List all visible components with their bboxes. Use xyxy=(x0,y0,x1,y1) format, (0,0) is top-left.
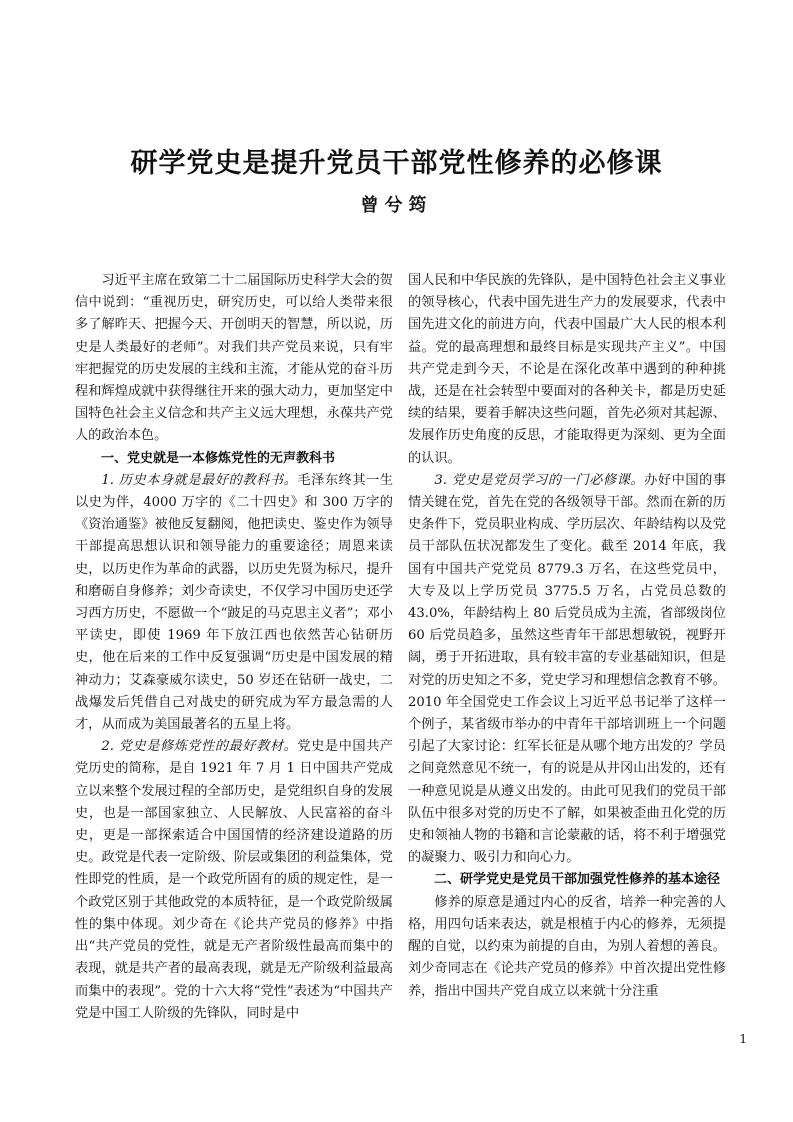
author-name: 曾兮筠 xyxy=(360,195,433,216)
paragraph-body: 毛泽东终其一生以史为伴，4000 万字的《二十四史》和 300 万字的《资治通鉴》被他反复翻阅，他把读史、鉴史作为领导干部提高思想认识和领导能力的重要途径；周恩来读史，以历史作为革命的武器，以历史先贤为标尺，提升和磨砺自身修养；刘少奇读史，不仅学习中国历史还学习西方历史，不愿做一个“跛足的马克思主义者”；邓小平读史，即使 1969 年下放江西也依然苦心钻研历史，他在后来的工作中反复强调“历史是中国发展的精神动力；艾森豪威尔读史，50 岁还在钻研一战史，二战爆发后凭借自己对战史的研究成为军方最急需的人才，从而成为美国最著名的五星上将。 xyxy=(75,472,393,733)
paragraph-party-history-material xyxy=(75,736,393,1025)
paragraph-lead: 2. 党史是修炼党性的最好教材。 xyxy=(101,739,298,755)
paragraph-required-course xyxy=(408,470,726,870)
paragraph-continued: 国人民和中华民族的先锋队，是中国特色社会主义事业的领导核心，代表中国先进生产力的发展要求，代表中国先进文化的前进方向，代表中国最广大人民的根本利益。党的最高理想和最终目标是实现共产主义”。中国共产党走到今天，不论是在深化改革中遇到的种种挑战，还是在社会转型中要面对的各种关卡，都是历史延续的结果，要着手解决这些问题，首先必须对其起源、发展作历史角度的反思，才能取得更为深刻、更为全面的认识。 xyxy=(408,273,726,466)
section-heading-2: 二、研学党史是党员干部加强党性修养的基本途径 xyxy=(434,872,721,888)
paragraph-lead: 3. 党史是党员学习的一门必修课。 xyxy=(434,472,645,488)
page-number: 1 xyxy=(739,1032,747,1046)
paragraph-body: 党史是中国共产党历史的简称，是自 1921 年 7 月 1 日中国共产党成立以来整个发展过程的全部历史，是党组织自身的发展史，也是一部国家独立、人民解放、人民富裕的奋斗史，更是一部探索适合中国国情的经济建设道路的历史。政党是代表一定阶级、阶层或集团的利益集体，党性即党的性质，是一个政党所固有的质的规定性，是一个政党区别于其他政党的本质特征，是一个政党阶级属性的集中体现。刘少奇在《论共产党员的修养》中指出“共产党员的党性，就是无产者阶级性最高而集中的表现，就是共产者的最高表现，就是无产阶级利益最高而集中的表现”。党的十六大将“党性”表述为“中国共产党是中国工人阶级的先锋队，同时是中 xyxy=(75,739,393,1021)
paragraph-body: 办好中国的事情关键在党，首先在党的各级领导干部。然而在新的历史条件下，党员职业构成、学历层次、年龄结构以及党员干部队伍状况都发生了变化。截至 2014 年底，我国有中国共产党党员 8779.3 万名，在这些党员中，大专及以上学历党员 3775.5 万名，占党员总数的 43.0%，年龄结构上 80 后党员成为主流，省部级岗位 60 后党员趋多，虽然这些青年干部思想敏锐，视野开阔，勇于开拓进取，具有较丰富的专业基础知识，但是对党的历史知之不多，党史学习和理想信念教育不够。2010 年全国党史工作会议上习近平总书记举了这样一个例子，某省级市举办的中青年干部培训班上一个问题引起了大家讨论：红军长征是从哪个地方出发的？学员之间竟然意见不统一，有的说是从井冈山出发的，还有一种意见说是从遵义出发的。由此可见我们的党员干部队伍中很多对党的历史不了解，如果被歪曲丑化党的历史和领袖人物的书籍和言论蒙蔽的话，将不利于增强党的凝聚力、吸引力和向心力。 xyxy=(408,472,727,866)
paragraph-lead: 1. 历史本身就是最好的教科书。 xyxy=(101,472,298,488)
page-title: 研学党史是提升党员干部党性修养的必修课 xyxy=(130,148,663,179)
left-column xyxy=(75,270,393,1025)
right-column xyxy=(408,270,726,1003)
paragraph-history-textbook xyxy=(75,470,393,736)
intro-paragraph: 习近平主席在致第二十二届国际历史科学大会的贺信中说到：“重视历史，研究历史，可以给人类带来很多了解昨天、把握今天、开创明天的智慧，所以说，历史是人类最好的老师”。对我们共产党员来说，只有牢牢把握党的历史发展的主线和主流，才能从党的奋斗历程和辉煌成就中获得继往开来的强大动力，更加坚定中国特色社会主义信念和共产主义远大理想，永葆共产党人的政治本色。 xyxy=(75,273,393,444)
paragraph-cultivation: 修养的原意是通过内心的反省，培养一种完善的人格，用四句话来表达，就是根植于内心的修养，无须提醒的自觉，以约束为前提的自由，为别人着想的善良。刘少奇同志在《论共产党员的修养》中首次提出党性修养，指出中国共产党自成立以来就十分注重 xyxy=(408,894,726,999)
section-heading-1: 一、党史就是一本修炼党性的无声教科书 xyxy=(101,450,336,466)
